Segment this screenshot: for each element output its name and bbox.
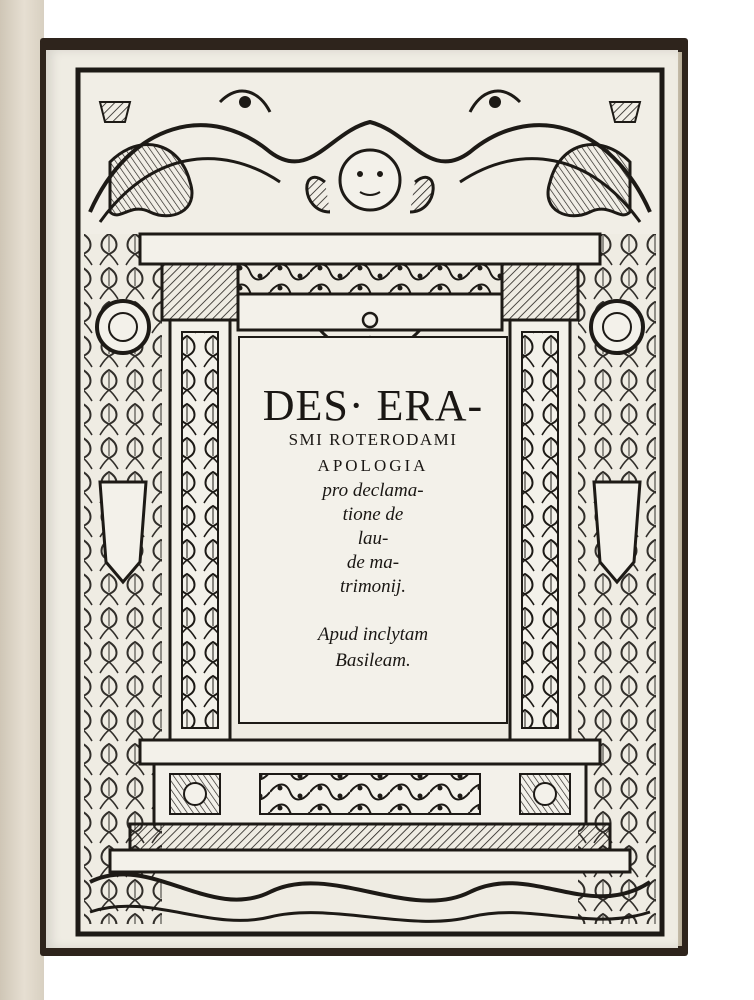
title-line-4: pro declama- [322,480,424,501]
title-line-5: tione de [342,504,404,525]
title-line-3: APOLOGIA [317,456,429,475]
facing-page-edge [0,0,44,1000]
title-line-8: trimonij. [340,576,406,597]
title-line-6: lau- [357,528,389,549]
title-line-1: DES· ERA- [262,381,484,430]
title-line-7: de ma- [346,552,400,573]
title-line-2: SMI ROTERODAMI [288,430,458,449]
imprint-line-1: Apud inclytam [317,624,429,645]
title-text-panel [238,336,508,724]
imprint-line-2: Basileam. [335,650,411,671]
